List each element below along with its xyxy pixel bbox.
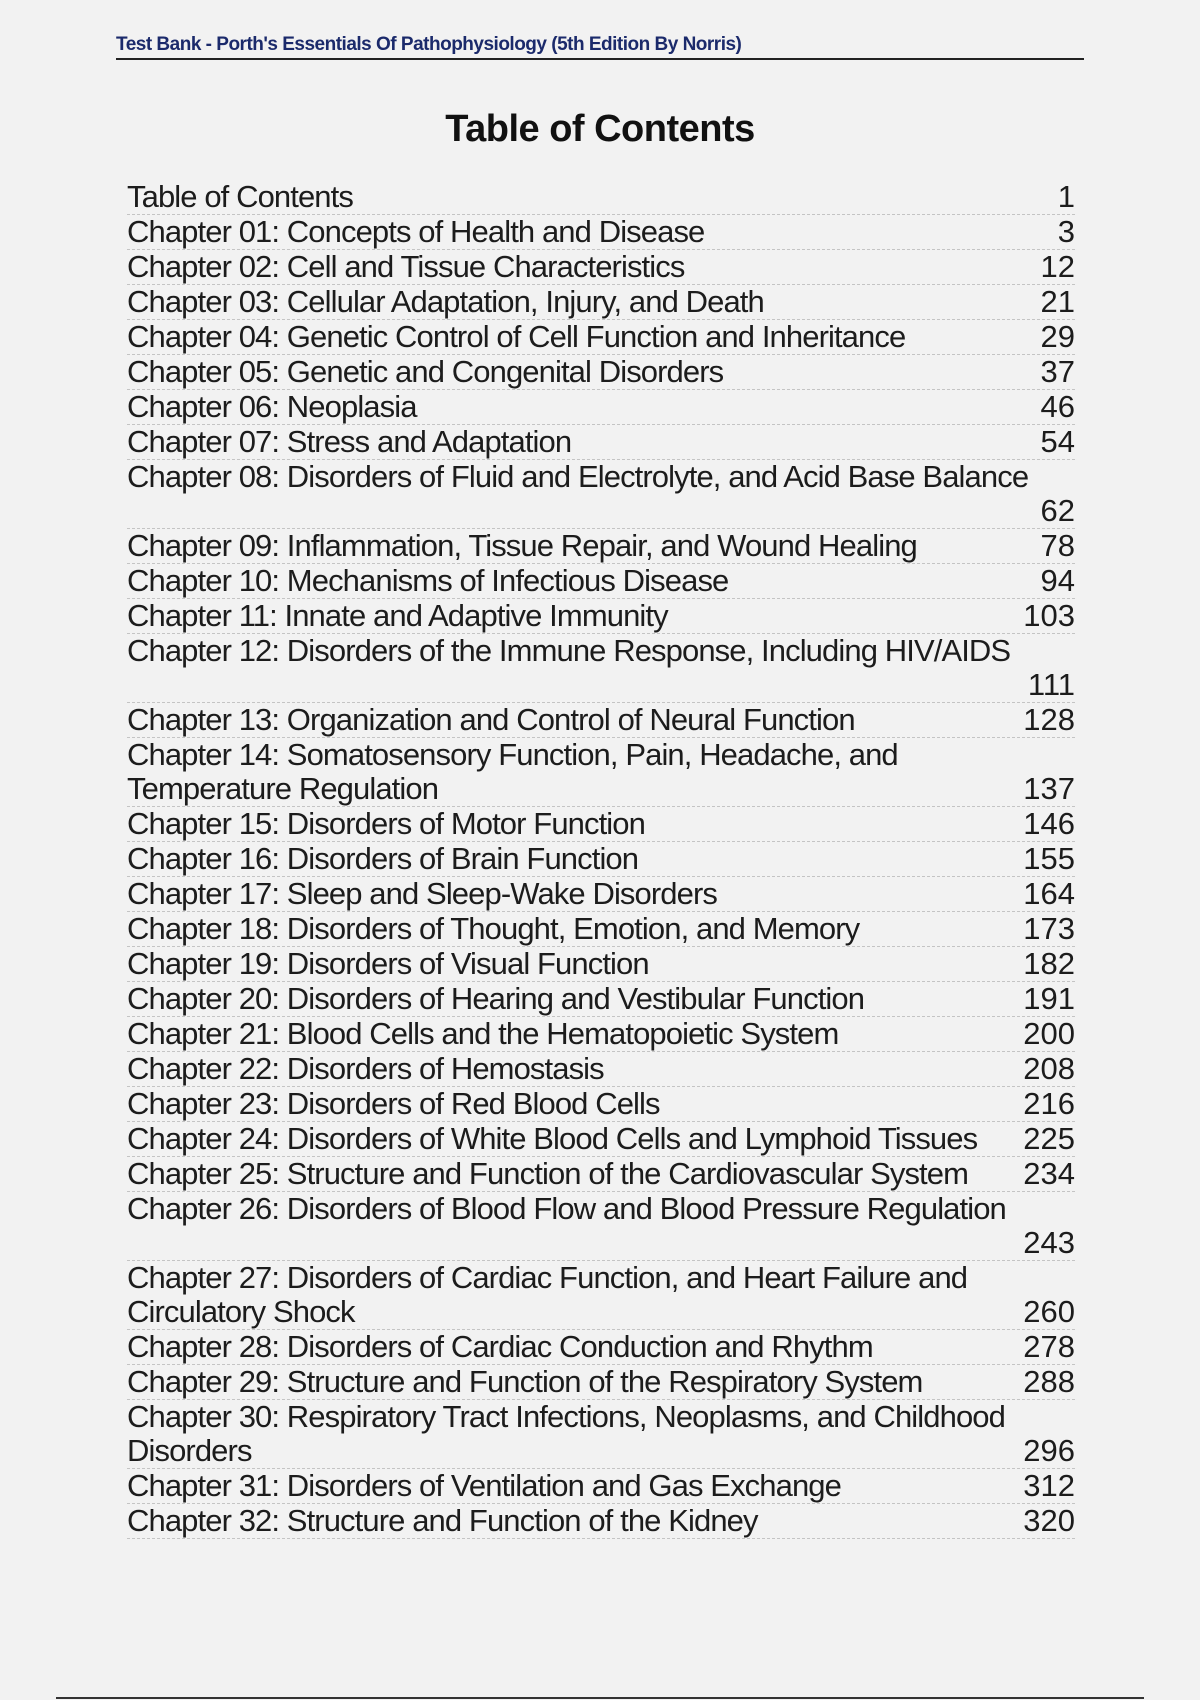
toc-entry-title: Table of Contents xyxy=(127,179,353,214)
toc-entry-page: 46 xyxy=(1040,389,1075,424)
toc-entry-title: Chapter 01: Concepts of Health and Disease xyxy=(127,214,705,249)
toc-entry-title: Chapter 22: Disorders of Hemostasis xyxy=(127,1051,604,1086)
toc-entry-title: Chapter 17: Sleep and Sleep-Wake Disorders xyxy=(127,876,717,911)
toc-entry-page: 21 xyxy=(1040,284,1075,319)
toc-entry-title: Chapter 32: Structure and Function of the Kidney xyxy=(127,1503,758,1538)
toc-entry[interactable] xyxy=(127,807,1075,842)
toc-entry[interactable] xyxy=(127,1400,1075,1469)
toc-entry-title: Chapter 18: Disorders of Thought, Emotion, and Memory xyxy=(127,911,860,946)
toc-entry-page: 288 xyxy=(1023,1364,1075,1399)
toc-entry-page: 234 xyxy=(1023,1156,1075,1191)
toc-entry[interactable] xyxy=(127,180,1075,215)
toc-entry[interactable] xyxy=(127,564,1075,599)
toc-entry-title: Chapter 07: Stress and Adaptation xyxy=(127,424,572,459)
toc-entry[interactable] xyxy=(127,1261,1075,1330)
toc-entry-title: Chapter 16: Disorders of Brain Function xyxy=(127,841,639,876)
toc-entry[interactable] xyxy=(127,599,1075,634)
toc-entry[interactable] xyxy=(127,982,1075,1017)
toc-entry-page: 260 xyxy=(1023,1294,1075,1329)
toc-entry-page: 146 xyxy=(1023,806,1075,841)
toc-entry-page: 29 xyxy=(1040,319,1075,354)
toc-entry-page: 164 xyxy=(1023,876,1075,911)
toc-entry-title: Chapter 13: Organization and Control of Neural Function xyxy=(127,702,855,737)
toc-entry[interactable] xyxy=(127,1330,1075,1365)
toc-entry[interactable] xyxy=(127,738,1075,807)
toc-entry-page: 320 xyxy=(1023,1503,1075,1538)
toc-entry-page: 54 xyxy=(1040,424,1075,459)
toc-entry-page: 225 xyxy=(1023,1121,1075,1156)
toc-entry-page: 103 xyxy=(1023,598,1075,633)
toc-entry[interactable] xyxy=(127,703,1075,738)
running-header: Test Bank - Porth's Essentials Of Pathophysiology (5th Edition By Norris) xyxy=(116,34,1084,60)
toc-entry-page: 216 xyxy=(1023,1086,1075,1121)
toc-entry-page: 62 xyxy=(1040,493,1075,528)
toc-entry[interactable] xyxy=(127,1157,1075,1192)
toc-entry[interactable] xyxy=(127,215,1075,250)
toc-entry-title: Chapter 09: Inflammation, Tissue Repair, and Wound Healing xyxy=(127,528,917,563)
toc-entry[interactable] xyxy=(127,1504,1075,1539)
toc-entry[interactable] xyxy=(127,1365,1075,1400)
toc-entry-title: Chapter 30: Respiratory Tract Infections, Neoplasms, and Childhood Disorders xyxy=(127,1399,1005,1468)
toc-entry-page: 3 xyxy=(1057,214,1075,249)
toc-entry[interactable] xyxy=(127,320,1075,355)
toc-entry-page: 155 xyxy=(1023,841,1075,876)
toc-entry[interactable] xyxy=(127,250,1075,285)
toc-entry[interactable] xyxy=(127,947,1075,982)
toc-entry-title: Chapter 25: Structure and Function of the Cardiovascular System xyxy=(127,1156,969,1191)
toc-entry[interactable] xyxy=(127,1192,1075,1261)
toc-entry-title: Chapter 19: Disorders of Visual Function xyxy=(127,946,649,981)
toc-entry-title: Chapter 02: Cell and Tissue Characteristics xyxy=(127,249,685,284)
toc-entry[interactable] xyxy=(127,842,1075,877)
toc-entry-title: Chapter 15: Disorders of Motor Function xyxy=(127,806,645,841)
toc-entry-title: Chapter 03: Cellular Adaptation, Injury, and Death xyxy=(127,284,764,319)
toc-entry-title: Chapter 06: Neoplasia xyxy=(127,389,417,424)
toc-entry-page: 12 xyxy=(1040,249,1075,284)
toc-entry-title: Chapter 14: Somatosensory Function, Pain, Headache, and Temperature Regulation xyxy=(127,737,898,806)
toc-entry-title: Chapter 26: Disorders of Blood Flow and Blood Pressure Regulation xyxy=(127,1191,1006,1226)
toc-entry-title: Chapter 31: Disorders of Ventilation and Gas Exchange xyxy=(127,1468,841,1503)
toc-entry-page: 173 xyxy=(1023,911,1075,946)
toc-entry-title: Chapter 27: Disorders of Cardiac Function, and Heart Failure and Circulatory Shock xyxy=(127,1260,968,1329)
toc-entry[interactable] xyxy=(127,1469,1075,1504)
toc-entry[interactable] xyxy=(127,1087,1075,1122)
toc-entry[interactable] xyxy=(127,460,1075,529)
toc-entry-title: Chapter 21: Blood Cells and the Hematopoietic System xyxy=(127,1016,839,1051)
toc-entry-page: 94 xyxy=(1040,563,1075,598)
toc-list xyxy=(127,180,1075,1539)
toc-entry-title: Chapter 05: Genetic and Congenital Disorders xyxy=(127,354,724,389)
toc-entry[interactable] xyxy=(127,355,1075,390)
toc-entry-title: Chapter 23: Disorders of Red Blood Cells xyxy=(127,1086,660,1121)
toc-entry-title: Chapter 10: Mechanisms of Infectious Disease xyxy=(127,563,729,598)
toc-entry-page: 243 xyxy=(1023,1225,1075,1260)
toc-entry-title: Chapter 24: Disorders of White Blood Cells and Lymphoid Tissues xyxy=(127,1121,978,1156)
toc-entry-title: Chapter 08: Disorders of Fluid and Electrolyte, and Acid Base Balance xyxy=(127,459,1029,494)
toc-entry-page: 111 xyxy=(1027,667,1075,702)
toc-entry-page: 37 xyxy=(1040,354,1075,389)
toc-entry-title: Chapter 04: Genetic Control of Cell Function and Inheritance xyxy=(127,319,906,354)
toc-entry-page: 137 xyxy=(1023,771,1075,806)
toc-entry-page: 191 xyxy=(1023,981,1075,1016)
toc-entry-page: 208 xyxy=(1023,1051,1075,1086)
toc-entry-page: 128 xyxy=(1023,702,1075,737)
toc-entry-title: Chapter 12: Disorders of the Immune Response, Including HIV/AIDS xyxy=(127,633,1011,668)
toc-entry-page: 78 xyxy=(1040,528,1075,563)
toc-entry[interactable] xyxy=(127,425,1075,460)
toc-entry[interactable] xyxy=(127,1052,1075,1087)
toc-entry-page: 278 xyxy=(1023,1329,1075,1364)
toc-entry[interactable] xyxy=(127,390,1075,425)
toc-entry[interactable] xyxy=(127,1122,1075,1157)
toc-entry-page: 296 xyxy=(1023,1433,1075,1468)
page-title: Table of Contents xyxy=(445,108,755,150)
toc-entry-title: Chapter 20: Disorders of Hearing and Vestibular Function xyxy=(127,981,865,1016)
toc-entry[interactable] xyxy=(127,529,1075,564)
toc-entry-page: 200 xyxy=(1023,1016,1075,1051)
toc-entry[interactable] xyxy=(127,912,1075,947)
toc-entry-title: Chapter 11: Innate and Adaptive Immunity xyxy=(127,598,668,633)
toc-entry[interactable] xyxy=(127,285,1075,320)
toc-entry[interactable] xyxy=(127,877,1075,912)
toc-entry-page: 182 xyxy=(1023,946,1075,981)
toc-entry[interactable] xyxy=(127,634,1075,703)
toc-entry-title: Chapter 29: Structure and Function of the Respiratory System xyxy=(127,1364,923,1399)
toc-entry[interactable] xyxy=(127,1017,1075,1052)
toc-entry-page: 312 xyxy=(1023,1468,1075,1503)
footer-divider xyxy=(56,1697,1144,1699)
toc-entry-title: Chapter 28: Disorders of Cardiac Conduction and Rhythm xyxy=(127,1329,873,1364)
toc-entry-page: 1 xyxy=(1057,179,1075,214)
